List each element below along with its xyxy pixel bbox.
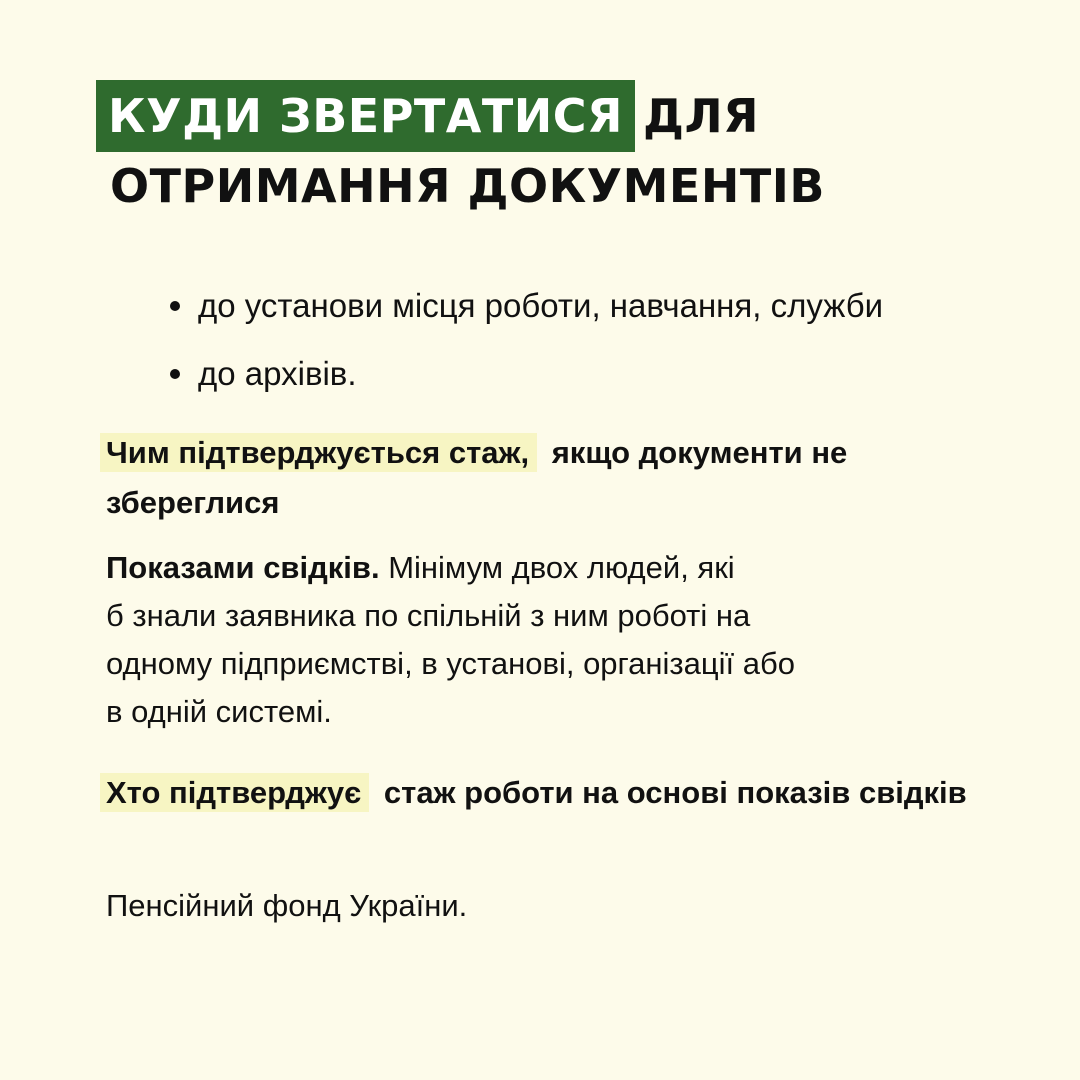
body-line: одному підприємстві, в установі, організації або [106, 646, 795, 681]
page-title-line-1 [96, 80, 759, 152]
list-item [170, 272, 883, 340]
body-line [106, 544, 906, 592]
list-item-text: до архівів. [198, 355, 357, 392]
list-item [170, 340, 883, 408]
bullet-list [170, 272, 883, 408]
title-highlight: КУДИ ЗВЕРТАТИСЯ [96, 80, 635, 152]
heading-rest: якщо документи не збереглися [106, 435, 848, 520]
bullet-dot-icon [170, 301, 180, 311]
body-bold-lead: Показами свідків. [106, 550, 380, 585]
heading-highlight: Хто підтверджує [100, 773, 369, 812]
section-body-pension-fund: Пенсійний фонд України. [106, 888, 468, 923]
list-item-text: до установи місця роботи, навчання, служби [198, 287, 884, 324]
body-line: б знали заявника по спільній з ним роботі на [106, 598, 751, 633]
heading-highlight: Чим підтверджується стаж, [100, 433, 537, 472]
heading-rest: стаж роботи на основі показів свідків [383, 775, 967, 810]
body-line-text: Мінімум двох людей, які [388, 550, 735, 585]
bullet-dot-icon [170, 369, 180, 379]
section-heading-who-confirms [106, 768, 986, 818]
body-line: в одній системі. [106, 694, 332, 729]
title-rest: ДЛЯ [642, 89, 760, 143]
section-body-witnesses [106, 544, 906, 736]
page-title-line-2: ОТРИМАННЯ ДОКУМЕНТІВ [110, 159, 825, 213]
section-heading-stazh [106, 428, 986, 528]
